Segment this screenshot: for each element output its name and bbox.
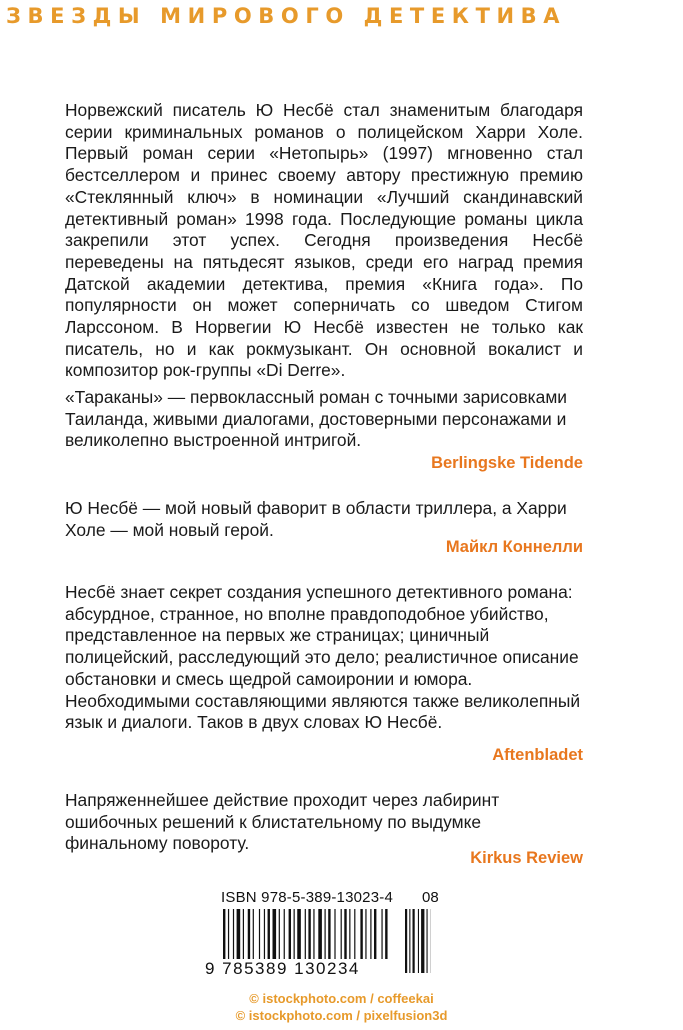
barcode-bar	[268, 909, 270, 959]
barcode-addon-bar	[427, 909, 428, 973]
barcode-bar	[341, 909, 342, 959]
barcode-bar	[374, 909, 376, 959]
review-quote-2: Ю Несбё — мой новый фаворит в области триллера, а Харри Холе — мой новый герой.	[65, 498, 567, 540]
barcode-bar	[385, 909, 387, 959]
barcode-addon-bar	[421, 909, 424, 973]
barcode-bar	[318, 909, 322, 959]
barcode-bar	[370, 909, 371, 959]
barcode-bar	[334, 909, 335, 959]
barcode-bar	[273, 909, 277, 959]
barcode-bar	[349, 909, 350, 959]
barcode-addon-bar	[413, 909, 415, 973]
barcode-bar	[297, 909, 301, 959]
barcode-bar	[344, 909, 346, 959]
barcode-bar	[365, 909, 366, 959]
photo-credit-1: © istockphoto.com / coffeekai	[249, 991, 434, 1006]
barcode-bar	[360, 909, 362, 959]
barcode-bar	[248, 909, 250, 959]
review-quote-1: «Тараканы» — первоклассный роман с точными зарисовками Таиланда, живыми диалогами, достоверными персонажами и великолепно выстроенной интригой.	[65, 387, 567, 451]
barcode-bar	[233, 909, 234, 959]
photo-credit-2: © istockphoto.com / pixelfusion3d	[235, 1008, 448, 1023]
author-bio: Норвежский писатель Ю Несбё стал знаменитым благодаря серии криминальных романов о полицейском Харри Холе. Первый роман серии «Нетопырь» (1997) мгновенно стал бестселлером и принес своему автору престижную премию «Стеклянный ключ» в номинации «Лучший скандинавский детективный роман» 1998 года. Последующие романы цикла закрепили этот успех. Сегодня произведения Несбё переведены на пятьдесят языков, среди его наград премия Датской академии детектива, премия «Книга года». По популярности он может соперничать со шведом Стигом Ларссоном. В Норвегии Ю Несбё известен не только как писатель, но и как рокмузыкант. Он основной вокалист и композитор рок-группы «Di Derre».	[65, 100, 583, 381]
barcode-bar	[313, 909, 314, 959]
review-quote-4: Напряженнейшее действие проходит через лабиринт ошибочных решений к блистательному по выдумке финальному повороту.	[65, 790, 500, 854]
barcode	[199, 885, 439, 980]
barcode-bar	[223, 909, 225, 959]
barcode-addon-digits: 08	[422, 889, 439, 906]
review-source-2: Майкл Коннелли	[445, 538, 583, 556]
barcode-bar	[308, 909, 310, 959]
barcode-bar	[279, 909, 280, 959]
barcode-bar	[259, 909, 260, 959]
review-quote-3: Несбё знает секрет создания успешного детективного романа: абсурдное, странное, но вполне правдоподобное убийство, представленное на первых же страницах; циничный полицейский, расследующий это дело; реалистичное описание обстановки и смесь щедрой самоиронии и юмора. Необходимыми составляющими являются также великолепный язык и диалоги. Таков в двух словах Ю Несбё.	[65, 582, 581, 733]
isbn-label: ISBN 978-5-389-13023-4	[221, 889, 394, 906]
series-title: ЗВЕЗДЫ МИРОВОГО ДЕТЕКТИВА	[6, 4, 567, 28]
barcode-bar	[243, 909, 244, 959]
barcode-addon-bar	[409, 909, 410, 973]
review-source-3: Aftenbladet	[492, 746, 583, 764]
barcode-bar	[325, 909, 326, 959]
barcode-bar	[354, 909, 355, 959]
barcode-bar	[305, 909, 306, 959]
barcode-addon-bar	[418, 909, 419, 973]
barcode-bar	[328, 909, 330, 959]
barcode-bar	[294, 909, 295, 959]
barcode-bar	[237, 909, 241, 959]
barcode-bar	[253, 909, 254, 959]
photo-credits	[0, 990, 683, 1024]
barcode-addon-bar	[405, 909, 407, 973]
barcode-bar	[284, 909, 285, 959]
review-source-4: Kirkus Review	[470, 849, 583, 867]
review-source-1: Berlingske Tidende	[431, 454, 583, 472]
barcode-bar	[381, 909, 382, 959]
barcode-digits: 9 785389 130234	[205, 959, 360, 978]
barcode-bar	[264, 909, 265, 959]
barcode-bar	[289, 909, 291, 959]
barcode-bar	[228, 909, 229, 959]
